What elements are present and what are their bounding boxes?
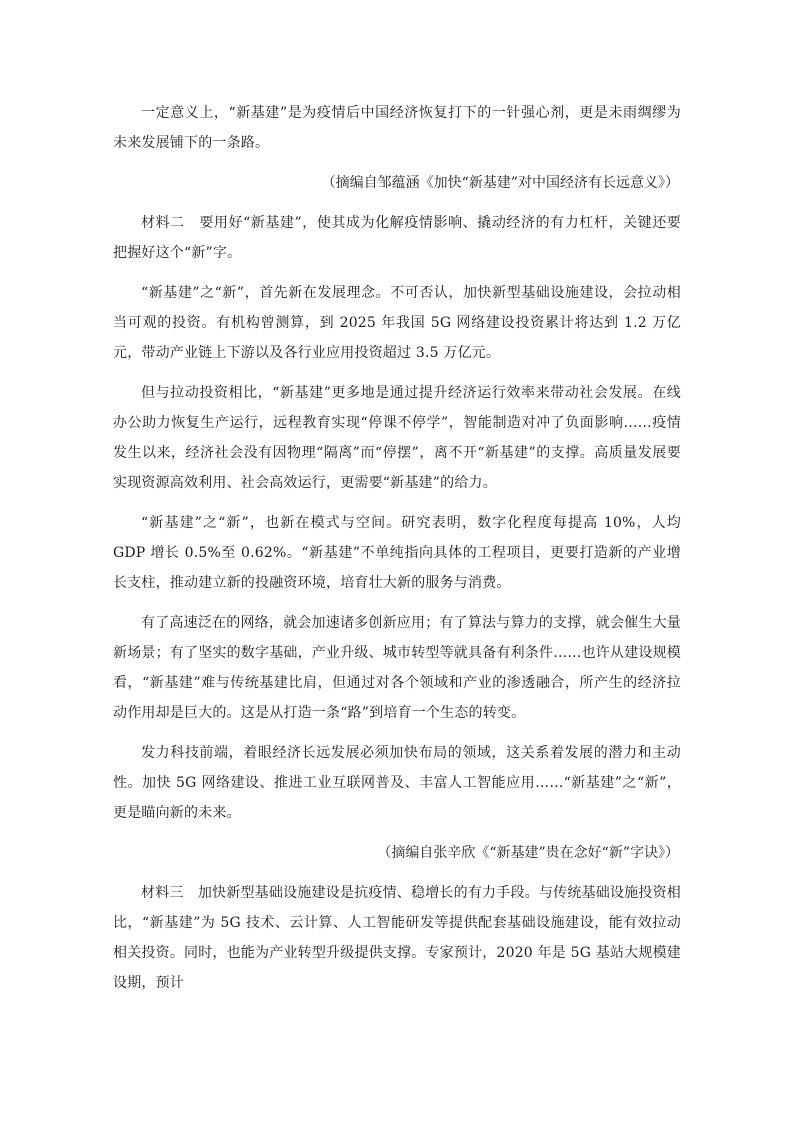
- paragraph-material-three: 材料三 加快新型基础设施建设是抗疫情、稳增长的有力手段。与传统基础设施投资相比，“新基建”为 5G 技术、云计算、人工智能研发等提供配套基础设施建设，能有效拉动相关投资。同时，也能为产业转型升级提供支撑。专家预计，2020 年是 5G 基站大规模建设期，预计: [113, 885, 681, 991]
- paragraph: “新基建”之“新”，也新在模式与空间。研究表明，数字化程度每提高 10%，人均 GDP 增长 0.5%至 0.62%。“新基建”不单纯指向具体的工程项目，更要打造新的产业增长支柱，推动建立新的投融资环境，培育壮大新的服务与消费。: [113, 515, 681, 591]
- source-citation: （摘编自邹蕴涵《加快“新基建”对中国经济有长远意义》）: [321, 175, 679, 191]
- paragraph: 一定意义上，“新基建”是为疫情后中国经济恢复打下的一针强心剂，更是未雨绸缪为未来发展铺下的一条路。: [113, 105, 681, 151]
- paragraph: 发力科技前端，着眼经济长远发展必须加快布局的领域，这关系着发展的潜力和主动性。加快 5G 网络建设、推进工业互联网普及、丰富人工智能应用……“新基建”之“新”，更是瞄向新的未来。: [113, 745, 681, 821]
- paragraph: 有了高速泛在的网络，就会加速诸多创新应用；有了算法与算力的支撑，就会催生大量新场景；有了坚实的数字基础，产业升级、城市转型等就具备有利条件……也许从建设规模看，“新基建”难与传统基建比肩，但通过对各个领域和产业的渗透融合，所产生的经济拉动作用却是巨大的。这是从打造一条“路”到培育一个生态的转变。: [113, 615, 681, 721]
- document-body: [113, 98, 681, 998]
- paragraph: 但与拉动投资相比，“新基建”更多地是通过提升经济运行效率来带动社会发展。在线办公助力恢复生产运行，远程教育实现“停课不停学”，智能制造对冲了负面影响……疫情发生以来，经济社会没有因物理“隔离”而“停摆”，离不开“新基建”的支撑。高质量发展要实现资源高效利用、社会高效运行，更需要“新基建”的给力。: [113, 385, 681, 491]
- paragraph: “新基建”之“新”，首先新在发展理念。不可否认，加快新型基础设施建设，会拉动相当可观的投资。有机构曾测算，到 2025 年我国 5G 网络建设投资累计将达到 1.2 万亿元，带动产业链上下游以及各行业应用投资超过 3.5 万亿元。: [113, 285, 681, 361]
- paragraph-material-two: 材料二 要用好“新基建”，使其成为化解疫情影响、撬动经济的有力杠杆，关键还要把握好这个“新”字。: [113, 215, 681, 261]
- source-citation: （摘编自张辛欣《“新基建”贵在念好“新”字诀》）: [377, 845, 679, 861]
